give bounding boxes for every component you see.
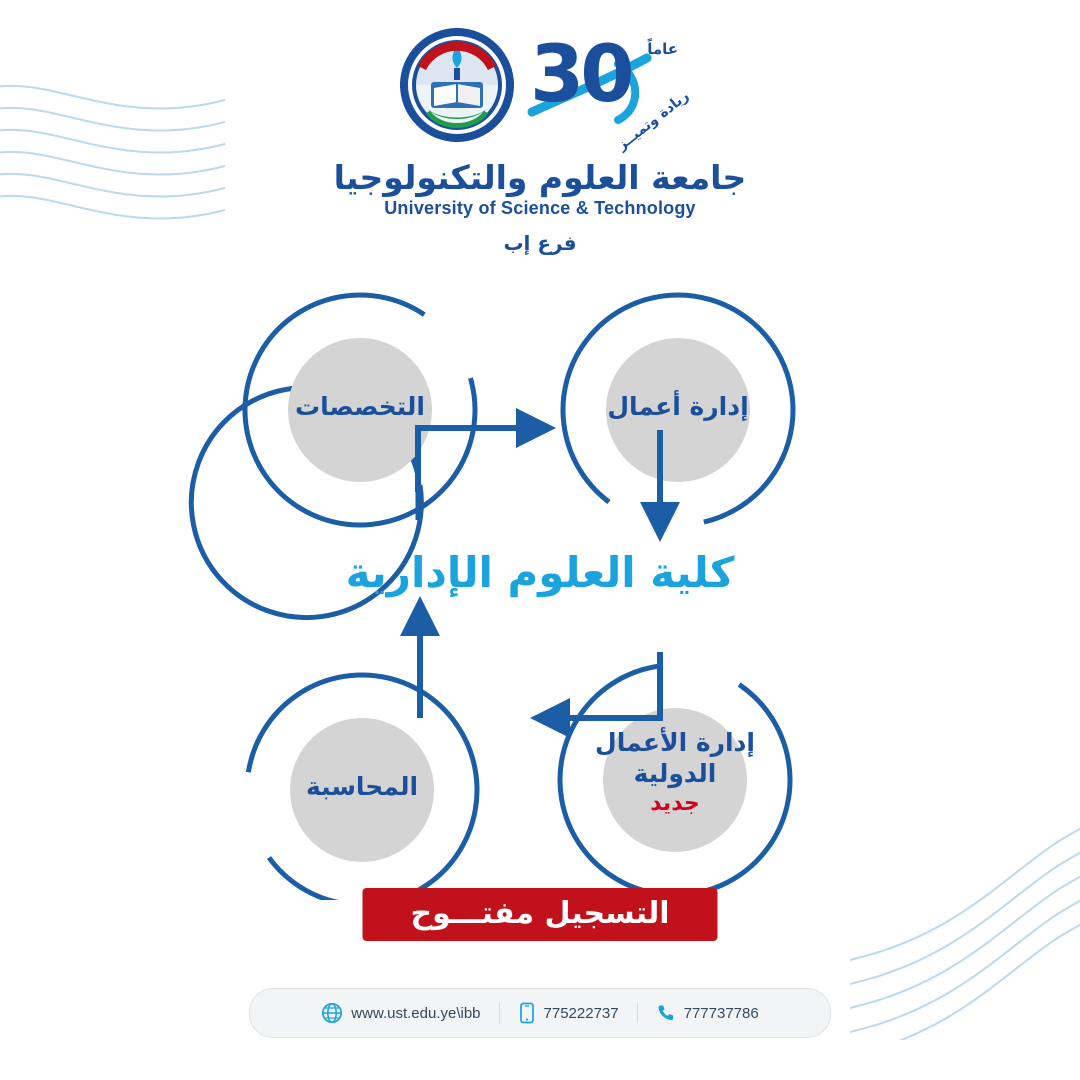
arrow-head-center-down [640,502,680,542]
seal-icon [398,26,516,144]
phone-text: 777737786 [683,1004,759,1022]
node-label-accounting[interactable] [267,772,457,803]
contact-footer [249,988,831,1038]
new-badge: جديد [650,791,700,816]
contact-phone[interactable] [637,1003,777,1023]
node-text-specializations: التخصصات [295,392,425,421]
node-label-international-business[interactable] [580,728,770,818]
telephone-icon [656,1003,676,1023]
contact-mobile[interactable] [499,1002,637,1024]
logo-row [0,24,1080,154]
node-circle-business-administration [517,280,840,571]
mobile-text: 775222737 [543,1004,619,1022]
node-label-business-administration[interactable] [583,392,773,423]
registration-banner[interactable]: التسجيل مفتـــوح [362,888,717,941]
university-name-arabic: جامعة العلوم والتكنولوجيا [333,158,747,197]
website-text: www.ust.edu.ye\ibb [351,1004,481,1022]
node-text-accounting: المحاسبة [305,772,419,801]
anniversary-number: 30 [530,30,631,120]
globe-icon [321,1002,343,1024]
branch-label: فرع إب [503,231,577,256]
arrow-head-top [516,408,556,448]
university-name-english: University of Science & Technology [384,198,696,219]
mobile-phone-icon [518,1002,536,1024]
node-text-business-administration: إدارة أعمال [607,392,749,421]
node-label-specializations[interactable] [265,392,455,423]
colleges-cycle-diagram [0,280,1080,900]
arrow-head-center-up [400,596,440,636]
anniversary-word: عاماً [647,40,678,58]
college-title: كلية العلوم الإدارية [345,548,735,597]
anniversary-30-logo [522,24,692,154]
brand-header [0,24,1080,255]
contact-website[interactable] [303,1002,498,1024]
university-seal-logo [398,26,516,144]
node-text-international-business: إدارة الأعمال الدولية [595,728,755,788]
anniversary-motto: ريادة وتميــز [614,88,692,154]
arrow-head-bottom [530,698,570,738]
connector-specializations-to-business [418,428,518,492]
